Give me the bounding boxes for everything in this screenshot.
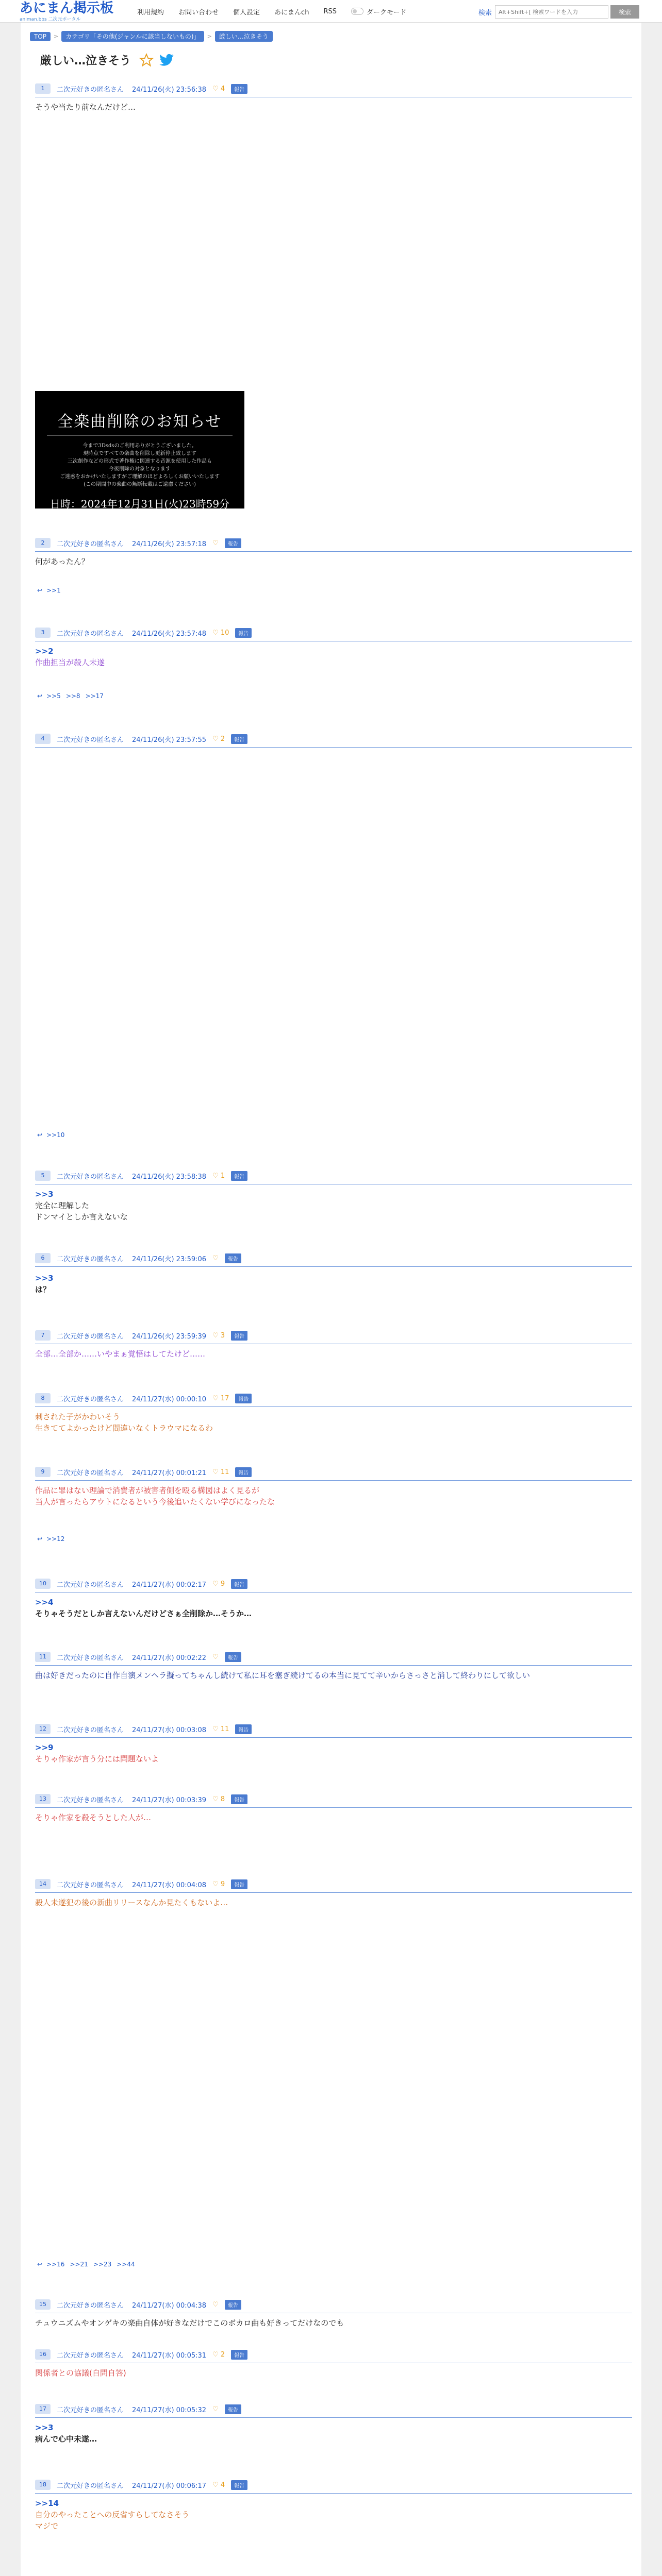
site-header — [0, 0, 662, 23]
post-anchor-link[interactable]: >>3 — [35, 1190, 54, 1199]
post-date: 24/11/26(火) 23:57:55 — [132, 736, 207, 744]
post-date: 24/11/26(火) 23:59:39 — [132, 1332, 207, 1341]
reply-link[interactable]: >>23 — [93, 2261, 112, 2268]
notice-line: 今後削除の対象となります — [109, 466, 171, 472]
post-body — [35, 2317, 628, 2329]
nav-rss[interactable]: RSS — [323, 7, 337, 15]
post-date: 24/11/27(水) 00:02:22 — [132, 1654, 207, 1662]
post-divider — [35, 2493, 632, 2494]
post-line: 殺人未遂犯の後の新曲リリースなんか見たくもないよ… — [35, 1898, 228, 1907]
post-anchor-link[interactable]: >>3 — [35, 1274, 54, 1283]
post-divider — [35, 551, 632, 552]
post-anchor-link[interactable]: >>4 — [35, 1598, 54, 1607]
post-date: 24/11/27(水) 00:05:32 — [132, 2406, 207, 2414]
post-body — [35, 1670, 628, 1681]
post-author: 二次元好きの匿名さん — [57, 1581, 124, 1589]
post-number[interactable]: 13 — [35, 1794, 51, 1804]
report-button[interactable]: 報告 — [231, 1794, 247, 1804]
post-number[interactable]: 3 — [35, 628, 51, 638]
nav-contact[interactable]: お問い合わせ — [178, 8, 219, 16]
post-header — [35, 1251, 241, 1265]
post-anchor-link[interactable]: >>14 — [35, 2499, 59, 2508]
post-header — [35, 2347, 247, 2362]
notice-body — [35, 442, 244, 488]
report-button[interactable]: 報告 — [231, 1579, 247, 1589]
post-number[interactable]: 4 — [35, 734, 51, 744]
reply-link[interactable]: >>5 — [46, 692, 61, 700]
post-date: 24/11/27(水) 00:04:38 — [132, 2301, 207, 2310]
reply-links — [37, 692, 109, 700]
heart-icon[interactable]: ♡ 4 — [212, 84, 225, 93]
post-header — [35, 2402, 241, 2416]
heart-icon[interactable]: ♡ 8 — [212, 1795, 225, 1803]
reply-link[interactable]: >>12 — [46, 1535, 65, 1543]
search-label: 検索 — [478, 9, 492, 17]
post-anchor-link[interactable]: >>9 — [35, 1743, 54, 1752]
report-button[interactable]: 報告 — [235, 1724, 252, 1734]
report-button[interactable]: 報告 — [231, 2480, 247, 2490]
post-body — [35, 1273, 628, 1295]
heart-icon[interactable]: ♡ 9 — [212, 1880, 225, 1888]
reply-icon: ↩ — [37, 1535, 43, 1543]
post-author: 二次元好きの匿名さん — [57, 2406, 124, 2414]
heart-icon[interactable]: ♡ 10 — [212, 629, 229, 637]
post-header — [35, 81, 247, 96]
post-number[interactable]: 16 — [35, 2349, 51, 2360]
reply-links — [37, 2261, 140, 2268]
heart-icon[interactable]: ♡ 1 — [212, 1172, 225, 1180]
post-author: 二次元好きの匿名さん — [57, 1469, 124, 1477]
reply-icon: ↩ — [37, 1131, 43, 1139]
post-author: 二次元好きの匿名さん — [57, 1881, 124, 1889]
post-header — [35, 2478, 247, 2492]
notice-divider — [47, 435, 233, 436]
post-body — [35, 646, 628, 668]
post-date: 24/11/27(水) 00:03:08 — [132, 1726, 207, 1734]
nav-animanch[interactable]: あにまんch — [274, 8, 309, 16]
heart-icon[interactable]: ♡ 4 — [212, 2481, 225, 2489]
post-author: 二次元好きの匿名さん — [57, 2301, 124, 2310]
post-author: 二次元好きの匿名さん — [57, 736, 124, 744]
report-button[interactable]: 報告 — [225, 538, 241, 548]
post-date: 24/11/27(水) 00:04:08 — [132, 1881, 207, 1889]
post-anchor-link[interactable]: >>3 — [35, 2423, 54, 2432]
post-line: そりゃそうだとしか言えないんだけどさぁ全削除か…そうか… — [35, 1609, 252, 1618]
post-line: 生きててよかったけど間違いなくトラウマになるわ — [35, 1423, 213, 1433]
post-date: 24/11/26(火) 23:56:38 — [132, 86, 207, 94]
report-button[interactable]: 報告 — [235, 1467, 252, 1477]
heart-icon[interactable]: ♡ 11 — [212, 1468, 229, 1476]
reply-icon: ↩ — [37, 2261, 43, 2268]
post-author: 二次元好きの匿名さん — [57, 1796, 124, 1804]
post-header — [35, 625, 252, 640]
post-body — [35, 1597, 628, 1619]
notice-title: 全楽曲削除のお知らせ — [57, 413, 222, 431]
post-line: ドンマイとしか言えないな — [35, 1212, 128, 1222]
post-line: 全部…全部か……いやまぁ覚悟はしてたけど…… — [35, 1349, 206, 1359]
post-date: 24/11/27(水) 00:05:31 — [132, 2351, 207, 2360]
post-date: 24/11/27(水) 00:06:17 — [132, 2482, 207, 2490]
heart-icon[interactable]: ♡ 3 — [212, 1331, 225, 1340]
post-line: 作品に罪はない理論で消費者が被害者側を殴る構図はよく見るが — [35, 1486, 260, 1495]
post-date: 24/11/27(水) 00:02:17 — [132, 1581, 207, 1589]
report-button[interactable]: 報告 — [231, 1331, 247, 1341]
post-number[interactable]: 14 — [35, 1879, 51, 1889]
report-button[interactable]: 報告 — [225, 1652, 241, 1662]
heart-icon[interactable]: ♡ 2 — [212, 2350, 225, 2359]
logo-subtitle: animan.bbs 二次元ポータル — [20, 17, 81, 22]
post-header — [35, 1577, 247, 1591]
post-number[interactable]: 5 — [35, 1171, 51, 1181]
chevron-right-icon: > — [207, 33, 212, 40]
report-button[interactable]: 報告 — [235, 628, 252, 638]
nav-settings[interactable]: 個人設定 — [233, 8, 260, 16]
post-line: 関係者との協議(自問自答) — [35, 2368, 126, 2378]
post-number[interactable]: 10 — [35, 1579, 51, 1589]
post-header — [35, 1650, 241, 1664]
post-line: 何があったん？ — [35, 557, 89, 566]
post-number[interactable]: 7 — [35, 1330, 51, 1341]
post-date: 24/11/26(火) 23:57:18 — [132, 540, 207, 548]
post-divider — [35, 1737, 632, 1738]
heart-icon[interactable]: ♡ — [212, 1254, 219, 1262]
post-line: 病んで心中未遂… — [35, 2434, 97, 2444]
post-header — [35, 1792, 247, 1806]
post-author: 二次元好きの匿名さん — [57, 1255, 124, 1263]
reply-link[interactable]: >>17 — [85, 692, 104, 700]
notice-date: 日時：2024年12月31日(火)23時59分 — [49, 498, 230, 510]
post-author: 二次元好きの匿名さん — [57, 1654, 124, 1662]
breadcrumb-top[interactable]: TOP — [30, 32, 51, 41]
post-body — [35, 2498, 628, 2532]
search-bar — [478, 5, 639, 19]
post-body — [35, 1485, 628, 1507]
heart-icon[interactable]: ♡ — [212, 1653, 219, 1661]
post-body — [35, 2367, 628, 2379]
post-header — [35, 2297, 241, 2312]
site-logo[interactable] — [20, 2, 113, 22]
post-header — [35, 732, 247, 746]
post-body — [35, 1348, 628, 1360]
chevron-right-icon: > — [54, 33, 59, 40]
post-author: 二次元好きの匿名さん — [57, 86, 124, 94]
post-line: は？ — [35, 1285, 51, 1294]
nav-terms[interactable]: 利用規約 — [137, 8, 164, 16]
reply-link[interactable]: >>10 — [46, 1131, 65, 1139]
post-number[interactable]: 12 — [35, 1724, 51, 1734]
breadcrumb — [30, 31, 273, 42]
heart-icon[interactable]: ♡ 11 — [212, 1725, 229, 1733]
post-line: 作曲担当が殺人未遂 — [35, 658, 105, 667]
post-divider — [35, 1807, 632, 1808]
report-button[interactable]: 報告 — [231, 84, 247, 94]
post-line: 自分のやったことへの反省すらしてなさそう — [35, 2510, 190, 2519]
post-body — [35, 1897, 628, 1908]
reply-link[interactable]: >>8 — [65, 692, 80, 700]
post-divider — [35, 1665, 632, 1666]
report-button[interactable]: 報告 — [225, 2404, 241, 2414]
thread-title: 厳しい…泣きそう — [40, 55, 131, 67]
post-number[interactable]: 6 — [35, 1253, 51, 1263]
reply-link[interactable]: >>16 — [46, 2261, 65, 2268]
post-number[interactable]: 2 — [35, 538, 51, 548]
heart-icon[interactable]: ♡ — [212, 539, 219, 547]
post-date: 24/11/27(水) 00:00:10 — [132, 1395, 207, 1403]
post-line: 当人が言ったらアウトになるという今後追いたくない学びになったな — [35, 1497, 275, 1506]
post-number[interactable]: 8 — [35, 1393, 51, 1403]
reply-links — [37, 1131, 70, 1139]
post-body — [35, 1742, 628, 1765]
post-body — [35, 1812, 628, 1823]
post-body — [35, 2422, 628, 2445]
post-body — [35, 101, 628, 113]
post-number[interactable]: 18 — [35, 2480, 51, 2490]
post-date: 24/11/26(火) 23:59:06 — [132, 1255, 207, 1263]
notice-line: ご迷惑をおかけいたしますがご理解のほどよろしくお願いいたします — [60, 474, 220, 480]
logo-title: あにまん掲示板 — [20, 1, 114, 16]
heart-icon[interactable]: ♡ — [212, 2405, 219, 2413]
report-button[interactable]: 報告 — [231, 734, 247, 744]
dark-mode-label: ダークモード — [366, 8, 407, 16]
search-button[interactable]: 検索 — [610, 5, 639, 19]
post-divider — [35, 1266, 632, 1267]
post-date: 24/11/27(水) 00:03:39 — [132, 1796, 207, 1804]
report-button[interactable]: 報告 — [231, 1879, 247, 1889]
post-author: 二次元好きの匿名さん — [57, 630, 124, 638]
post-line: マジで — [35, 2521, 59, 2531]
post-header — [35, 536, 241, 550]
star-icon[interactable] — [139, 53, 154, 67]
search-input[interactable] — [495, 5, 608, 19]
report-button[interactable]: 報告 — [235, 1394, 252, 1403]
heart-icon[interactable]: ♡ — [212, 2300, 219, 2309]
post-date: 24/11/27(水) 00:01:21 — [132, 1469, 207, 1477]
post-divider — [35, 1480, 632, 1481]
notice-line: 三次創作などの形式で著作権に関連する音源を使用した作品も — [68, 459, 212, 464]
post-header — [35, 1168, 247, 1183]
breadcrumb-category[interactable]: カテゴリ「その他(ジャンルに該当しないもの)」 — [61, 31, 204, 42]
post-number[interactable]: 11 — [35, 1652, 51, 1662]
post-header — [35, 1465, 252, 1479]
twitter-icon[interactable] — [159, 54, 174, 67]
notice-line: (この期間中の楽曲の無断転載はご遠慮ください) — [84, 482, 196, 487]
post-line: 完全に理解した — [35, 1201, 90, 1210]
post-number[interactable]: 1 — [35, 83, 51, 94]
post-line: 曲は好きだったのに自作自演メンヘラ擬ってちゃんし続けて私に耳を塞ぎ続けてるの本当に見てて辛いからさっさと消して終わりにして欲しい — [35, 1671, 531, 1680]
heart-icon[interactable]: ♡ 9 — [212, 1580, 225, 1588]
post-author: 二次元好きの匿名さん — [57, 2482, 124, 2490]
report-button[interactable]: 報告 — [231, 2350, 247, 2360]
post-anchor-link[interactable]: >>2 — [35, 647, 54, 656]
notice-line: 今まで3Dsdsのご利用ありがとうございました。 — [82, 443, 197, 449]
post-number[interactable]: 9 — [35, 1467, 51, 1477]
post-line: チュウニズムやオンゲキの楽曲自体が好きなだけでこのボカロ曲も好きってだけなのでも — [35, 2318, 344, 2328]
notice-line: 現時点ですべての楽曲を削除し更新停止致します — [83, 451, 196, 456]
post-line: 刺された子がかわいそう — [35, 1412, 121, 1421]
reply-icon: ↩ — [37, 587, 43, 594]
post-number[interactable]: 17 — [35, 2404, 51, 2414]
post-line: そうや当たり前なんだけど… — [35, 103, 136, 112]
post-body — [35, 1189, 628, 1223]
heart-icon[interactable]: ♡ 17 — [212, 1394, 229, 1402]
post-author: 二次元好きの匿名さん — [57, 1332, 124, 1341]
post-line: そりゃ作家を殺そうとした人が… — [35, 1813, 152, 1822]
report-button[interactable]: 報告 — [225, 2300, 241, 2310]
reply-link[interactable]: >>44 — [117, 2261, 135, 2268]
breadcrumb-thread[interactable]: 厳しい…泣きそう — [215, 31, 273, 42]
report-button[interactable]: 報告 — [225, 1253, 241, 1263]
reply-links — [37, 587, 66, 594]
post-header — [35, 1391, 252, 1405]
post-author: 二次元好きの匿名さん — [57, 1395, 124, 1403]
post-divider — [35, 2417, 632, 2418]
post-author: 二次元好きの匿名さん — [57, 1726, 124, 1734]
report-button[interactable]: 報告 — [231, 1171, 247, 1181]
post-date: 24/11/26(火) 23:57:48 — [132, 630, 207, 638]
reply-link[interactable]: >>1 — [46, 587, 61, 594]
reply-link[interactable]: >>21 — [70, 2261, 88, 2268]
post-line: そりゃ作家が言う分には問題ないよ — [35, 1754, 159, 1764]
notice-image — [35, 391, 244, 509]
post-date: 24/11/26(火) 23:58:38 — [132, 1173, 207, 1181]
post-number[interactable]: 15 — [35, 2299, 51, 2310]
post-header — [35, 1877, 247, 1891]
post-header — [35, 1328, 247, 1343]
heart-icon[interactable]: ♡ 2 — [212, 735, 225, 743]
reply-links — [37, 1535, 70, 1543]
post-header — [35, 1722, 252, 1736]
post-author: 二次元好きの匿名さん — [57, 2351, 124, 2360]
post-body — [35, 556, 628, 567]
thread-title-row — [40, 52, 174, 68]
post-divider — [35, 747, 632, 748]
dark-mode-toggle[interactable] — [351, 8, 363, 15]
reply-icon: ↩ — [37, 692, 43, 700]
top-nav — [137, 0, 421, 23]
post-divider — [35, 1406, 632, 1407]
post-body — [35, 1411, 628, 1434]
post-divider — [35, 1892, 632, 1893]
post-author: 二次元好きの匿名さん — [57, 1173, 124, 1181]
post-author: 二次元好きの匿名さん — [57, 540, 124, 548]
